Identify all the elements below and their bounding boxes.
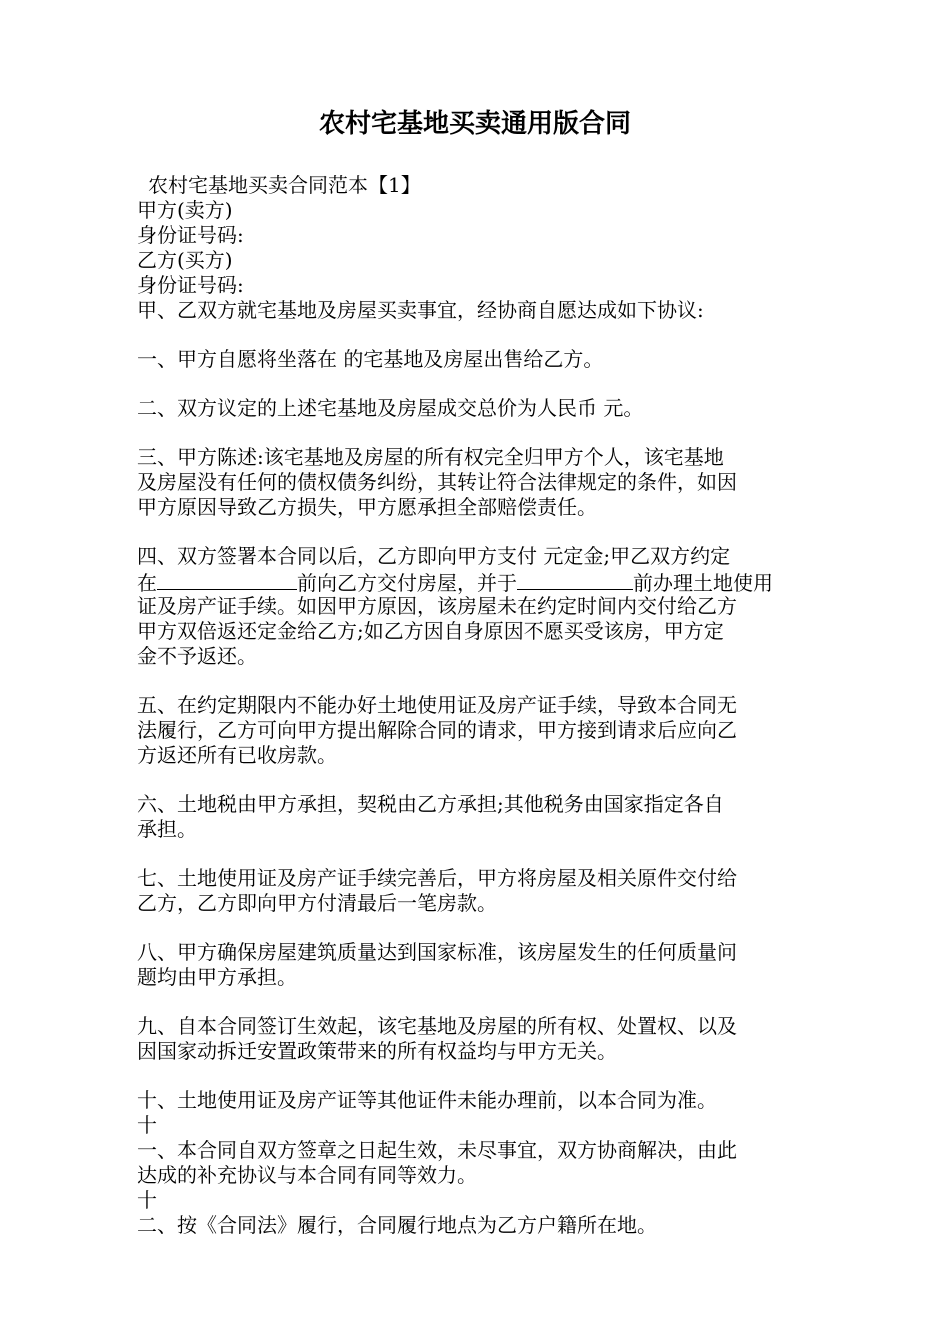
clause-11-prefix: 十 xyxy=(137,1113,157,1137)
clause-1-text: 一、甲方自愿将坐落在 的宅基地及房屋出售给乙方。 xyxy=(137,347,604,371)
clause-11-line: 达成的补充协议与本合同有同等效力。 xyxy=(137,1163,477,1187)
clause-5-line: 五、在约定期限内不能办好土地使用证及房产证手续，导致本合同无 xyxy=(137,693,737,717)
clause-9-line: 因国家动拆迁安置政策带来的所有权益均与甲方无关。 xyxy=(137,1039,617,1063)
clause-4-line-with-blanks xyxy=(137,569,817,594)
clause-8 xyxy=(137,940,817,990)
document-subtitle: 农村宅基地买卖合同范本【1】 xyxy=(148,173,421,197)
clause-2-text: 二、双方议定的上述宅基地及房屋成交总价为人民币 元。 xyxy=(137,396,644,420)
party-a-id-label: 身份证号码: xyxy=(137,223,244,247)
clause-6-line: 承担。 xyxy=(137,817,197,841)
clause-4-text: 在 xyxy=(137,571,157,595)
clause-4-line: 金不予返还。 xyxy=(137,644,257,668)
clause-7-line: 七、土地使用证及房产证手续完善后，甲方将房屋及相关原件交付给 xyxy=(137,866,737,890)
clause-2 xyxy=(137,396,817,421)
document-body xyxy=(137,173,817,1238)
clause-3-line: 甲方原因导致乙方损失，甲方愿承担全部赔偿责任。 xyxy=(137,495,597,519)
clause-11-line: 一、本合同自双方签章之日起生效，未尽事宜，双方协商解决，由此 xyxy=(137,1138,737,1162)
clause-7 xyxy=(137,866,817,916)
clause-8-line: 八、甲方确保房屋建筑质量达到国家标准，该房屋发生的任何质量问 xyxy=(137,940,737,964)
clause-7-line: 乙方，乙方即向甲方付清最后一笔房款。 xyxy=(137,891,497,915)
clause-3-line: 及房屋没有任何的债权债务纠纷，其转让符合法律规定的条件，如因 xyxy=(137,470,737,494)
certificate-date-blank xyxy=(517,569,633,590)
clause-4-text: 前办理土地使用 xyxy=(633,571,773,595)
clause-3 xyxy=(137,445,817,520)
clause-10 xyxy=(137,1088,817,1113)
clause-12 xyxy=(137,1188,817,1238)
party-a-label: 甲方(卖方) xyxy=(137,198,233,222)
clause-12-prefix: 十 xyxy=(137,1188,157,1212)
clause-4-line: 四、双方签署本合同以后，乙方即向甲方支付 元定金;甲乙双方约定 xyxy=(137,544,731,568)
document-title: 农村宅基地买卖通用版合同 xyxy=(318,109,631,139)
clause-9 xyxy=(137,1014,817,1064)
clause-3-line: 三、甲方陈述:该宅基地及房屋的所有权完全归甲方个人，该宅基地 xyxy=(137,445,724,469)
clause-5-line: 法履行，乙方可向甲方提出解除合同的请求，甲方接到请求后应向乙 xyxy=(137,718,737,742)
clause-1 xyxy=(137,347,817,372)
clause-4-line: 甲方双倍返还定金给乙方;如乙方因自身原因不愿买受该房，甲方定 xyxy=(137,619,724,643)
clause-12-text: 二、按《合同法》履行，合同履行地点为乙方户籍所在地。 xyxy=(137,1213,657,1237)
intro-paragraph xyxy=(137,298,817,323)
party-b-label: 乙方(买方) xyxy=(137,248,233,272)
delivery-date-blank xyxy=(157,569,297,590)
clause-10-text: 十、土地使用证及房产证等其他证件未能办理前，以本合同为准。 xyxy=(137,1088,717,1112)
clause-11 xyxy=(137,1113,817,1188)
clause-6 xyxy=(137,792,817,842)
clause-5 xyxy=(137,693,817,768)
clause-4-text: 前向乙方交付房屋，并于 xyxy=(297,571,517,595)
clause-4-line: 证及房产证手续。如因甲方原因，该房屋未在约定时间内交付给乙方 xyxy=(137,594,737,618)
party-b-id-label: 身份证号码: xyxy=(137,273,244,297)
clause-4 xyxy=(137,544,817,669)
clause-8-line: 题均由甲方承担。 xyxy=(137,965,297,989)
clause-6-line: 六、土地税由甲方承担，契税由乙方承担;其他税务由国家指定各自 xyxy=(137,792,724,816)
clause-9-line: 九、自本合同签订生效起，该宅基地及房屋的所有权、处置权、以及 xyxy=(137,1014,737,1038)
clause-5-line: 方返还所有已收房款。 xyxy=(137,743,337,767)
intro-text: 甲、乙双方就宅基地及房屋买卖事宜，经协商自愿达成如下协议: xyxy=(137,298,704,322)
